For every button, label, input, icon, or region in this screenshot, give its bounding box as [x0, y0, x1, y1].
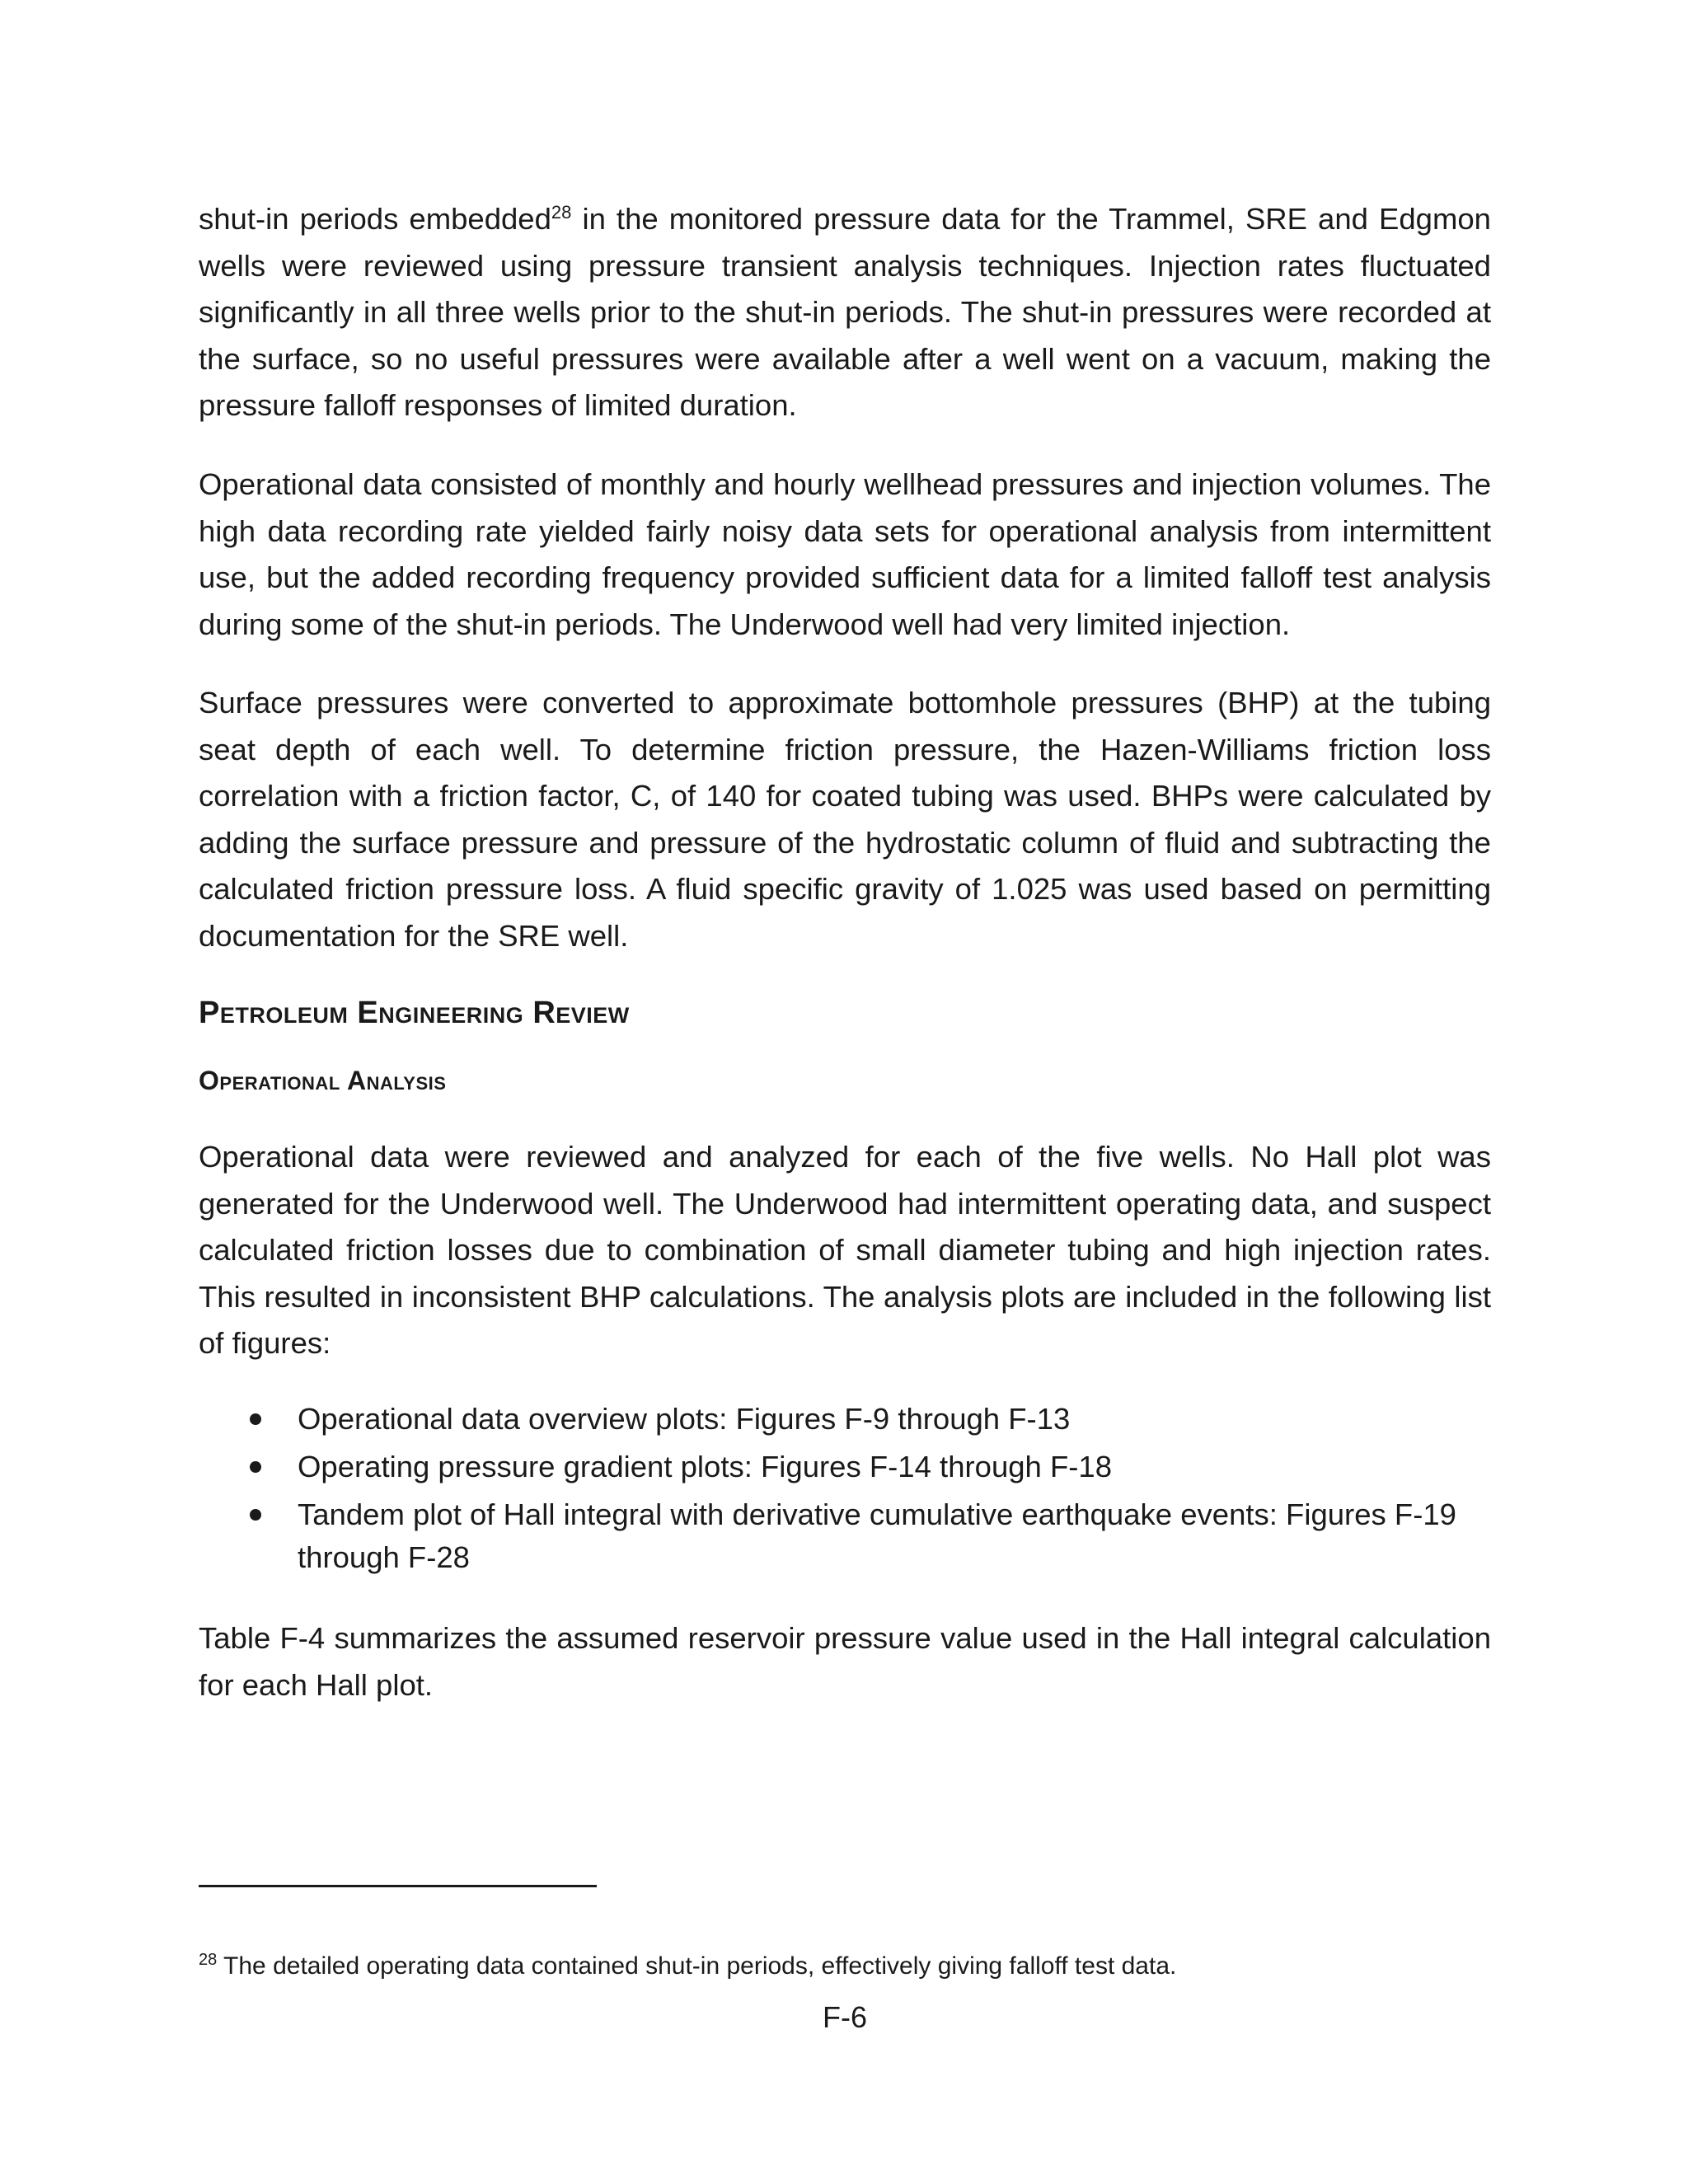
footnote-text: The detailed operating data contained shut-in periods, effectively giving falloff test data.: [217, 1952, 1177, 1980]
paragraph-table-summary: Table F-4 summarizes the assumed reservoir pressure value used in the Hall integral calculation for each Hall plot.: [199, 1621, 1491, 1702]
list-item-text: Operating pressure gradient plots: Figures F-14 through F-18: [298, 1450, 1113, 1483]
subsection-heading: Operational Analysis: [199, 1066, 447, 1095]
footnote-number: 28: [199, 1951, 218, 1969]
paragraph-shut-in-periods: [199, 196, 1491, 429]
bullet-icon: [250, 1509, 261, 1521]
list-item: [199, 1398, 1491, 1441]
list-item: [199, 1493, 1491, 1579]
footnote-reference: 28: [551, 201, 572, 223]
paragraph-operational-analysis: Operational data were reviewed and analyzed for each of the five wells. No Hall plot was generated for the Underwood well. The Underwood had intermittent operating data, and suspect calculated friction losses due to combination of small diameter tubing and high injection rates. This resulted in inconsistent BHP calculations. The analysis plots are included in the following list of figures:: [199, 1140, 1491, 1360]
figure-list: [199, 1398, 1491, 1584]
footnote: [199, 1950, 1176, 1983]
section-heading: Petroleum Engineering Review: [199, 996, 630, 1030]
paragraph-surface-pressures: Surface pressures were converted to approximate bottomhole pressures (BHP) at the tubing seat depth of each well. To determine friction pressure, the Hazen-Williams friction loss correlation with a friction factor, C, of 140 for coated tubing was used. BHPs were calculated by adding the surface pressure and pressure of the hydrostatic column of fluid and subtracting the calculated friction pressure loss. A fluid specific gravity of 1.025 was used based on permitting documentation for the SRE well.: [199, 686, 1491, 953]
paragraph-operational-data: Operational data consisted of monthly and hourly wellhead pressures and injection volumes. The high data recording rate yielded fairly noisy data sets for operational analysis from intermittent use, but the added recording frequency provided sufficient data for a limited falloff test analysis during some of the shut-in periods. The Underwood well had very limited injection.: [199, 467, 1491, 641]
paragraph-text: shut-in periods embedded: [199, 202, 551, 236]
list-item-text: Tandem plot of Hall integral with derivative cumulative earthquake events: Figures F-19 through F-28: [298, 1497, 1456, 1574]
paragraph-text: in the monitored pressure data for the Trammel, SRE and Edgmon wells were reviewed using pressure transient analysis techniques. Injection rates fluctuated significantly in all three wells prior to the shut-in periods. The shut-in pressures were recorded at the surface, so no useful pressures were available after a well went on a vacuum, making the pressure falloff responses of limited duration.: [199, 202, 1491, 422]
bullet-icon: [250, 1461, 261, 1473]
list-item: [199, 1446, 1491, 1488]
bullet-icon: [250, 1413, 261, 1425]
footnote-divider: [199, 1885, 597, 1887]
list-item-text: Operational data overview plots: Figures F-9 through F-13: [298, 1402, 1071, 1436]
page-number: F-6: [823, 2000, 867, 2034]
